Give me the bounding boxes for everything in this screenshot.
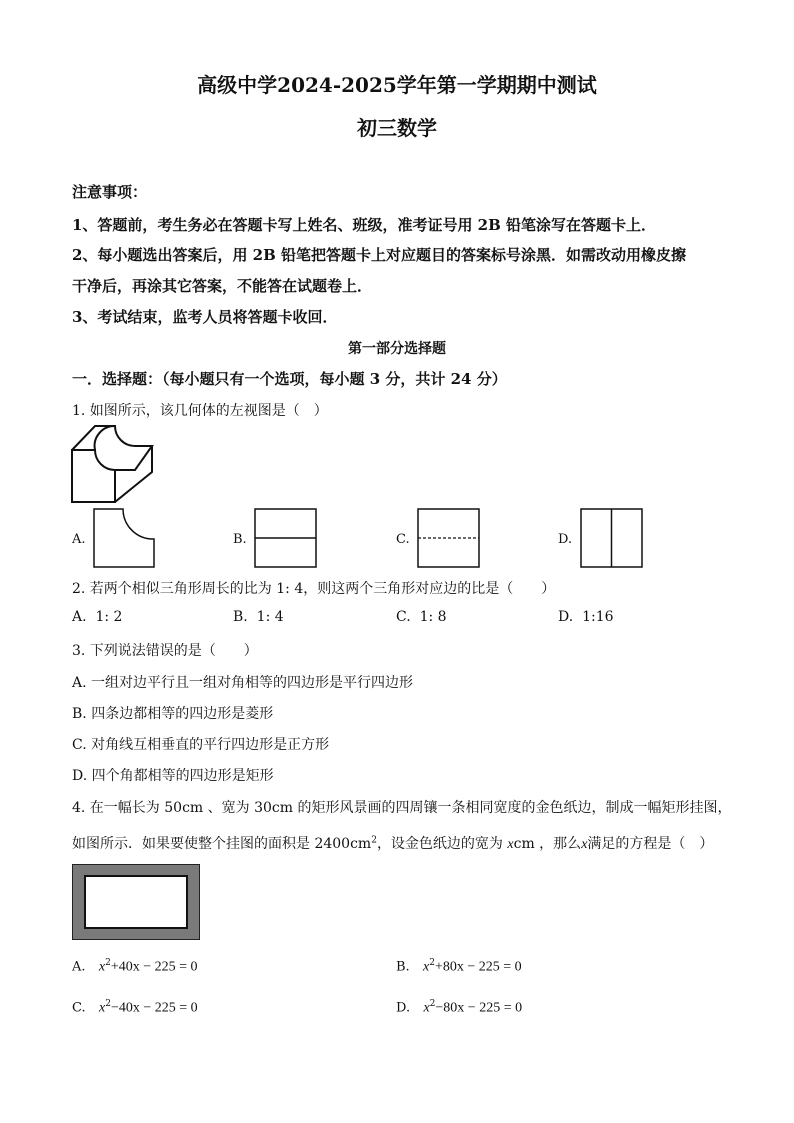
question-4-line-2 bbox=[72, 833, 713, 853]
q4-line2-part-b: ，设金色纸边的宽为 bbox=[376, 836, 503, 852]
page-subtitle: 初三数学 bbox=[357, 116, 437, 140]
note-item-3: 3、考试结束，监考人员将答题卡收回． bbox=[72, 308, 338, 326]
q4-line2-part-c: cm ，那么 bbox=[513, 836, 582, 852]
q2-option-d bbox=[558, 609, 614, 625]
q2-option-d-letter: D. bbox=[558, 609, 574, 625]
q4-line2-part-d: 满足的方程是（ ） bbox=[587, 836, 714, 852]
question-1-stem: 1. 如图所示，该几何体的左视图是（ ） bbox=[72, 403, 328, 419]
question-2-stem: 2. 若两个相似三角形周长的比为 1: 4，则这两个三角形对应边的比是（ ） bbox=[72, 581, 556, 597]
q2-option-b-text: 1: 4 bbox=[256, 609, 284, 625]
q4-option-b-expr: +80x − 225 = 0 bbox=[435, 959, 522, 975]
q1-option-c-figure bbox=[417, 508, 480, 568]
q1-option-a-figure bbox=[93, 508, 155, 568]
q1-option-d-figure bbox=[580, 508, 643, 568]
part-title: 第一部分选择题 bbox=[348, 341, 446, 357]
note-item-2-cont: 干净后，再涂其它答案，不能答在试题卷上． bbox=[72, 277, 373, 295]
q4-option-c-expr: −40x − 225 = 0 bbox=[110, 1000, 198, 1016]
q2-option-b-letter: B. bbox=[233, 609, 248, 625]
q2-option-c bbox=[396, 609, 447, 625]
notes-heading: 注意事项： bbox=[72, 183, 148, 201]
q4-option-b-letter: B. bbox=[396, 959, 410, 975]
q4-frame-figure bbox=[72, 864, 200, 940]
note-item-1: 1、答题前，考生务必在答题卡写上姓名、班级，准考证号用 2B 铅笔涂写在答题卡上． bbox=[72, 216, 657, 234]
q4-line2-var-2: x bbox=[581, 837, 588, 852]
q4-option-a-letter: A. bbox=[72, 959, 86, 975]
q4-option-c-letter: C. bbox=[72, 1000, 86, 1016]
page-title: 高级中学2024-2025学年第一学期期中测试 bbox=[197, 73, 597, 97]
q4-line2-var: x bbox=[507, 837, 514, 852]
q1-option-c-letter: C. bbox=[396, 532, 410, 547]
q4-option-c-var: x bbox=[98, 1000, 106, 1016]
q3-option-a: A. 一组对边平行且一组对角相等的四边形是平行四边形 bbox=[72, 675, 414, 691]
q4-inner-picture bbox=[84, 875, 188, 929]
q1-option-b-letter: B. bbox=[233, 532, 247, 547]
q2-option-a bbox=[72, 609, 122, 625]
q4-option-b: B. $x^2+80x - 225 = 0$ bbox=[396, 958, 522, 975]
q4-option-d-expr: −80x − 225 = 0 bbox=[435, 1000, 523, 1016]
q4-option-d-var: x bbox=[423, 1000, 430, 1016]
q3-option-b: B. 四条边都相等的四边形是菱形 bbox=[72, 706, 274, 722]
question-4-line-1: 4. 在一幅长为 50cm 、宽为 30cm 的矩形风景画的四周镶一条相同宽度的金色纸边，制成一幅矩形挂图， bbox=[72, 800, 732, 816]
note-item-2: 2、每小题选出答案后，用 2B 铅笔把答题卡上对应题目的答案标号涂黑．如需改动用橡皮擦 bbox=[72, 246, 687, 264]
q4-line2-sup: 2 bbox=[371, 835, 377, 846]
q2-option-b bbox=[233, 609, 284, 625]
q2-option-c-letter: C. bbox=[396, 609, 411, 625]
q3-option-d: D. 四个角都相等的四边形是矩形 bbox=[72, 768, 274, 784]
question-3-stem: 3. 下列说法错误的是（ ） bbox=[72, 643, 258, 659]
q1-option-d-letter: D. bbox=[558, 532, 573, 547]
q1-option-b-figure bbox=[254, 508, 317, 568]
q4-option-c: C. $x^2-40x - 225 = 0$ bbox=[72, 999, 198, 1016]
q4-option-a-expr: +40x − 225 = 0 bbox=[110, 959, 198, 975]
q3-option-c: C. 对角线互相垂直的平行四边形是正方形 bbox=[72, 737, 330, 753]
q4-option-b-var: x bbox=[423, 959, 430, 975]
q2-option-a-letter: A. bbox=[72, 609, 87, 625]
section-heading: 一．选择题：（每小题只有一个选项，每小题 3 分，共计 24 分） bbox=[72, 370, 507, 388]
q4-line2-part-a: 如图所示．如果要使整个挂图的面积是 2400cm bbox=[72, 836, 372, 852]
q1-option-a-letter: A. bbox=[72, 532, 86, 547]
q2-option-c-text: 1: 8 bbox=[419, 609, 447, 625]
q4-option-d-letter: D. bbox=[396, 1000, 411, 1016]
q2-option-a-text: 1: 2 bbox=[95, 609, 123, 625]
q4-option-a: A. $x^2+40x - 225 = 0$ bbox=[72, 958, 198, 975]
q4-option-d: D. $x^2-80x - 225 = 0$ bbox=[396, 999, 523, 1016]
q2-option-d-text: 1:16 bbox=[582, 609, 614, 625]
q4-option-a-var: x bbox=[98, 959, 106, 975]
q1-solid-figure bbox=[60, 420, 170, 510]
